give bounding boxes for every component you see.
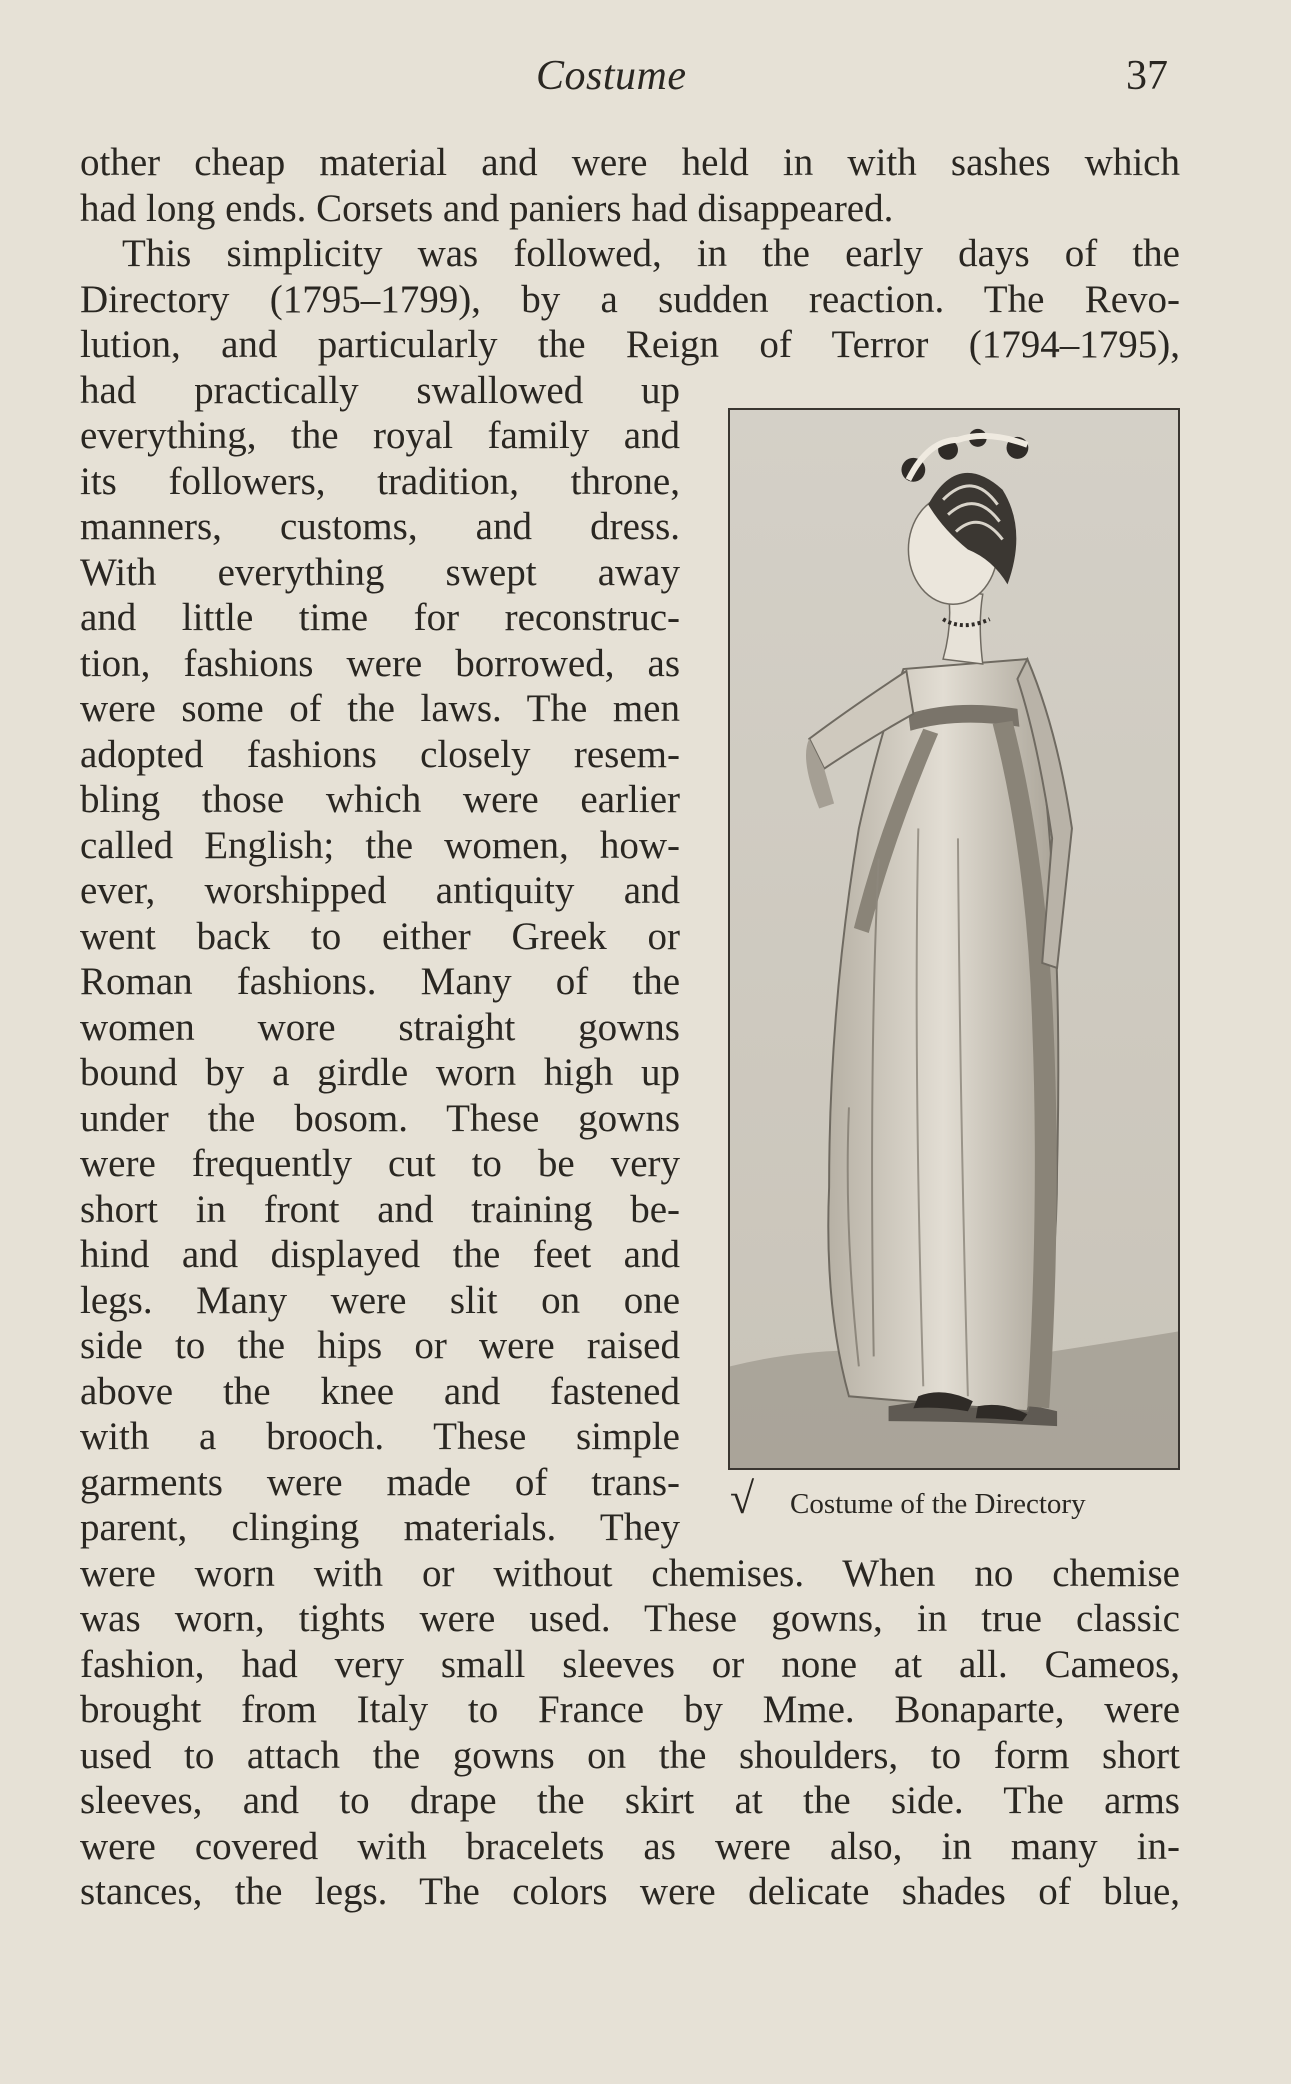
body-line: bound by a girdle worn high up bbox=[80, 1051, 680, 1094]
body-line: side to the hips or were raised bbox=[80, 1324, 680, 1367]
figure-caption: Costume of the Directory bbox=[790, 1488, 1086, 1520]
body-line: stances, the legs. The colors were delicate shades of blue, bbox=[80, 1870, 1180, 1913]
body-line: were worn with or without chemises. When no chemise bbox=[80, 1552, 1180, 1595]
body-line: used to attach the gowns on the shoulders, to form short bbox=[80, 1734, 1180, 1777]
body-line: were covered with bracelets as were also, in many in- bbox=[80, 1825, 1180, 1868]
body-line: garments were made of trans- bbox=[80, 1461, 680, 1504]
body-line: Directory (1795–1799), by a sudden reaction. The Revo- bbox=[80, 278, 1180, 321]
costume-illustration bbox=[728, 408, 1180, 1470]
page-number: 37 bbox=[1126, 53, 1168, 99]
body-line: manners, customs, and dress. bbox=[80, 505, 680, 548]
body-line: went back to either Greek or bbox=[80, 915, 680, 958]
paragraph-start-line: This simplicity was followed, in the early days of the bbox=[122, 232, 1180, 275]
body-line: other cheap material and were held in with sashes which bbox=[80, 141, 1180, 184]
body-line: lution, and particularly the Reign of Terror (1794–1795), bbox=[80, 323, 1180, 366]
caption-check-mark: √ bbox=[730, 1474, 755, 1523]
running-head-title: Costume bbox=[536, 53, 687, 99]
body-line: adopted fashions closely resem- bbox=[80, 733, 680, 776]
body-line: above the knee and fastened bbox=[80, 1370, 680, 1413]
body-line: had long ends. Corsets and paniers had disappeared. bbox=[80, 187, 894, 230]
body-line: everything, the royal family and bbox=[80, 414, 680, 457]
body-line: ever, worshipped antiquity and bbox=[80, 869, 680, 912]
body-line: were frequently cut to be very bbox=[80, 1142, 680, 1185]
body-line: and little time for reconstruc- bbox=[80, 596, 680, 639]
body-line: tion, fashions were borrowed, as bbox=[80, 642, 680, 685]
body-line: parent, clinging materials. They bbox=[80, 1506, 680, 1549]
body-line: Roman fashions. Many of the bbox=[80, 960, 680, 1003]
body-line: with a brooch. These simple bbox=[80, 1415, 680, 1458]
body-line: called English; the women, how- bbox=[80, 824, 680, 867]
body-line: brought from Italy to France by Mme. Bonaparte, were bbox=[80, 1688, 1180, 1731]
body-line: short in front and training be- bbox=[80, 1188, 680, 1231]
body-line: legs. Many were slit on one bbox=[80, 1279, 680, 1322]
body-line: under the bosom. These gowns bbox=[80, 1097, 680, 1140]
body-line: hind and displayed the feet and bbox=[80, 1233, 680, 1276]
body-line: had practically swallowed up bbox=[80, 369, 680, 412]
body-line: fashion, had very small sleeves or none at all. Cameos, bbox=[80, 1643, 1180, 1686]
body-line: With everything swept away bbox=[80, 551, 680, 594]
body-line: sleeves, and to drape the skirt at the side. The arms bbox=[80, 1779, 1180, 1822]
illustration-drawing bbox=[730, 410, 1178, 1468]
body-line: bling those which were earlier bbox=[80, 778, 680, 821]
running-head bbox=[0, 52, 1291, 102]
body-line: was worn, tights were used. These gowns, in true classic bbox=[80, 1597, 1180, 1640]
body-line: women wore straight gowns bbox=[80, 1006, 680, 1049]
body-line: its followers, tradition, throne, bbox=[80, 460, 680, 503]
body-line: were some of the laws. The men bbox=[80, 687, 680, 730]
